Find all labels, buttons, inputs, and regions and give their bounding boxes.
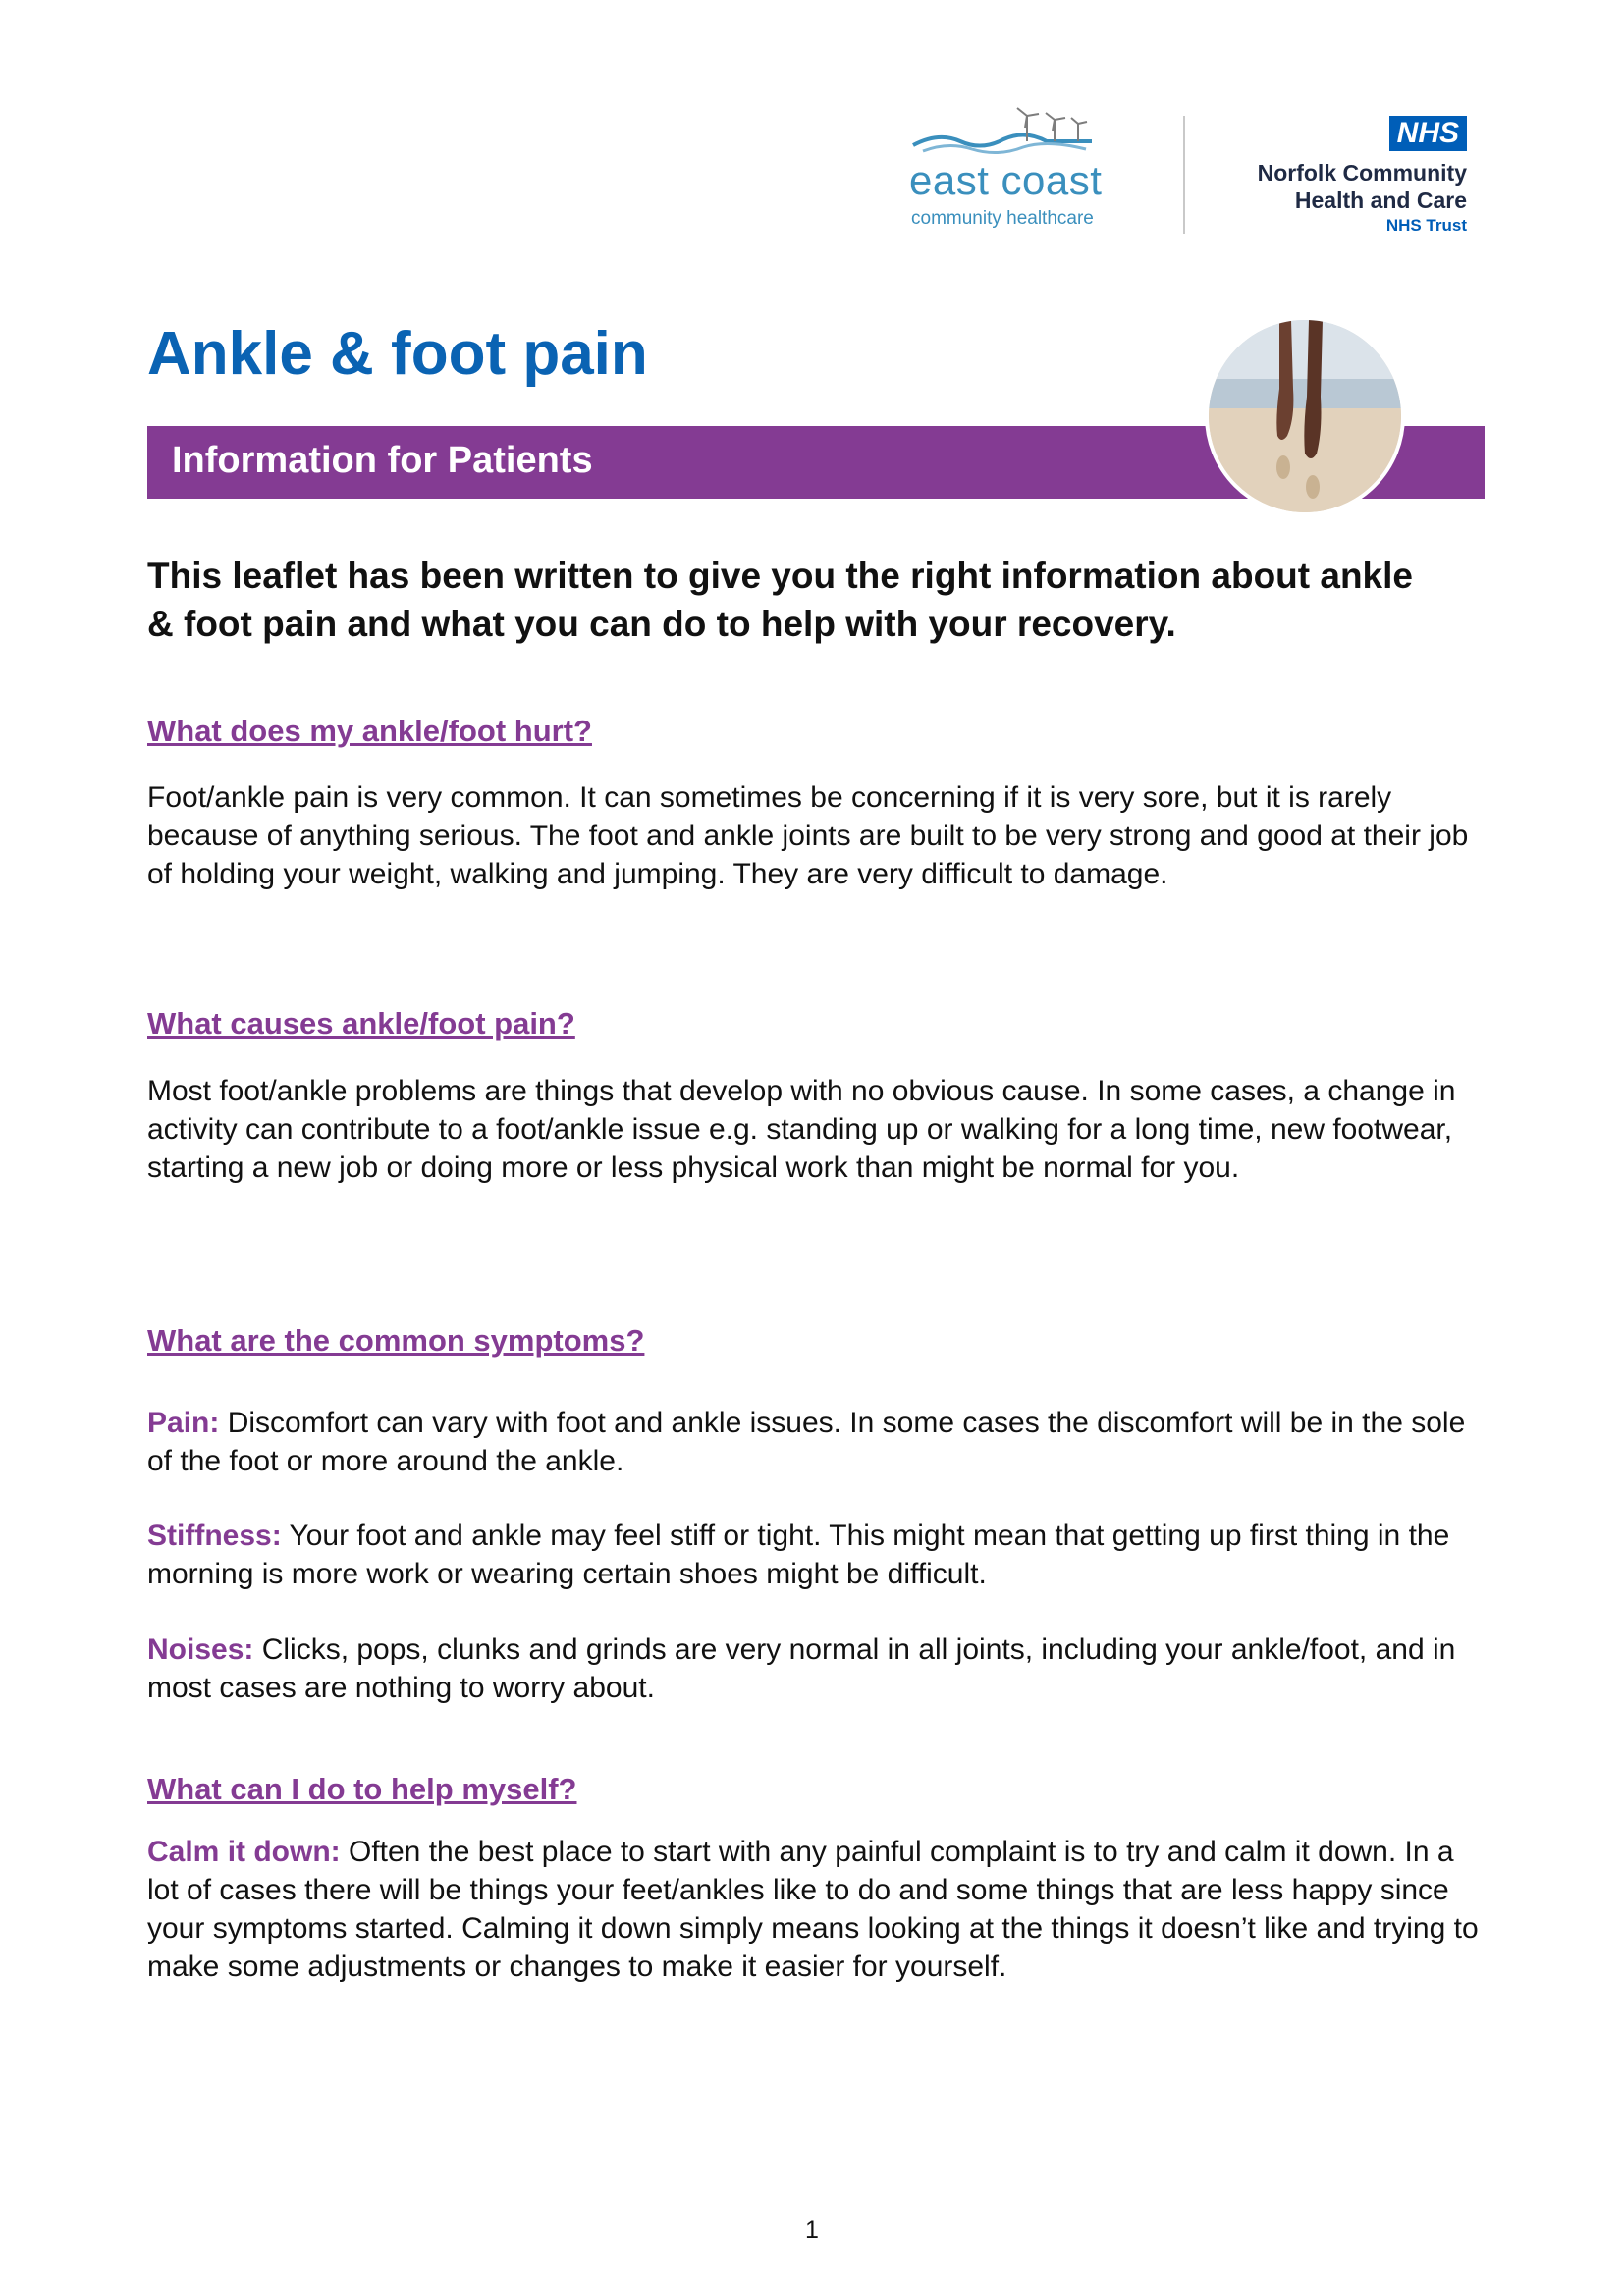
heading-self-help: What can I do to help myself? bbox=[147, 1772, 577, 1806]
walking-feet-icon bbox=[1209, 320, 1401, 512]
east-coast-logo-title: east coast bbox=[909, 157, 1103, 203]
para-pain bbox=[147, 1404, 1483, 1480]
heading-symptoms: What are the common symptoms? bbox=[147, 1323, 645, 1358]
nhs-logo bbox=[1208, 116, 1502, 243]
label-pain: Pain: bbox=[147, 1407, 220, 1439]
nhs-org-line1: Norfolk Community bbox=[1257, 160, 1467, 186]
nhs-badge: NHS bbox=[1389, 116, 1467, 151]
nhs-organisation-name bbox=[1258, 159, 1467, 214]
logo-divider bbox=[1183, 116, 1185, 234]
text-calm-it-down: Often the best place to start with any painful complaint is to try and calm it down. In a lot of cases there will be things your feet/ankles like to do and some things that are less happy since your symptoms started. Calming it down simply means looking at the things it doesn’t like and trying to make some adjustments or changes to make it easier for yourself. bbox=[147, 1836, 1479, 1983]
para-calm-it-down bbox=[147, 1833, 1483, 1986]
label-stiffness: Stiffness: bbox=[147, 1520, 282, 1552]
intro-statement: This leaflet has been written to give you the right information about ankle & foot pain and what you can do to help with your recovery. bbox=[147, 556, 1413, 644]
wind-turbine-wave-icon bbox=[909, 106, 1106, 161]
nhs-trust-label: NHS Trust bbox=[1385, 216, 1467, 235]
page-number: 1 bbox=[805, 2216, 819, 2244]
feet-on-beach-photo bbox=[1205, 316, 1405, 516]
header-logos bbox=[864, 86, 1542, 263]
para-noises bbox=[147, 1630, 1483, 1707]
heading-causes: What causes ankle/foot pain? bbox=[147, 1006, 575, 1041]
para-causes: Most foot/ankle problems are things that develop with no obvious cause. In some cases, a change in activity can contribute to a foot/ankle issue e.g. standing up or walking for a long time, new footwear, starting a new job or doing more or less physical work than might be normal for you. bbox=[147, 1075, 1456, 1184]
east-coast-logo bbox=[874, 106, 1103, 243]
para-stiffness bbox=[147, 1517, 1483, 1593]
page-title: Ankle & foot pain bbox=[147, 320, 648, 388]
nhs-org-line2: Health and Care bbox=[1294, 187, 1467, 213]
east-coast-logo-subtitle: community healthcare bbox=[911, 208, 1094, 229]
text-stiffness: Your foot and ankle may feel stiff or tight. This might mean that getting up first thing in the morning is more work or wearing certain shoes might be difficult. bbox=[147, 1520, 1450, 1590]
text-pain: Discomfort can vary with foot and ankle issues. In some cases the discomfort will be in the sole of the foot or more around the ankle. bbox=[147, 1407, 1466, 1477]
label-calm-it-down: Calm it down: bbox=[147, 1836, 341, 1868]
banner-text: Information for Patients bbox=[172, 440, 593, 481]
heading-why-hurt: What does my ankle/foot hurt? bbox=[147, 714, 592, 748]
label-noises: Noises: bbox=[147, 1633, 254, 1666]
text-noises: Clicks, pops, clunks and grinds are very normal in all joints, including your ankle/foot, and in most cases are nothing to worry about. bbox=[147, 1633, 1456, 1704]
para-why-hurt: Foot/ankle pain is very common. It can sometimes be concerning if it is very sore, but it is rarely because of anything serious. The foot and ankle joints are built to be very strong and good at their job of holding your weight, walking and jumping. They are very difficult to damage. bbox=[147, 781, 1469, 890]
